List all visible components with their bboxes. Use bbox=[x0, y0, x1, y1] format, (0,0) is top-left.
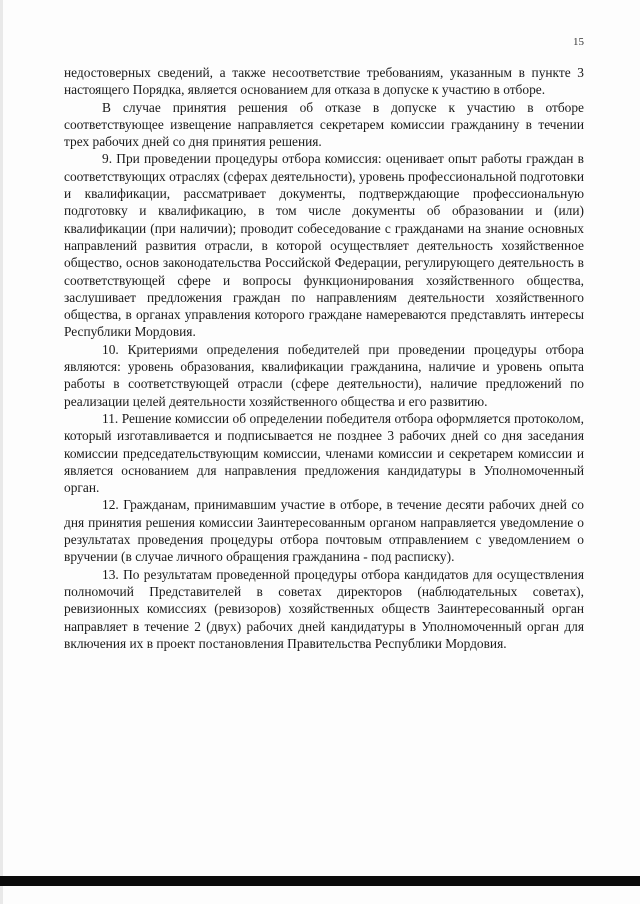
scan-edge-shadow bbox=[0, 0, 3, 904]
paragraph-item-11: 11. Решение комиссии об определении победителя отбора оформляется протоколом, который изготавливается и подписывается не позднее 3 рабочих дней со дня заседания комиссии председательствующим комиссии, членами комиссии и секретарем комиссии и является основанием для направления предложения кандидатуры в Уполномоченный орган. bbox=[64, 410, 584, 496]
page-number: 15 bbox=[573, 36, 584, 48]
paragraph-continuation: недостоверных сведений, а также несоответствие требованиям, указанным в пункте 3 настоящего Порядка, является основанием для отказа в допуске к участию в отборе. bbox=[64, 65, 584, 98]
paragraph-item-10: 10. Критериями определения победителей при проведении процедуры отбора являются: уровень образования, квалификации гражданина, наличие и уровень опыта работы в соответствующей отрасли (сфере деятельности), наличие предложений по реализации целей деятельности хозяйственного общества и его развитию. bbox=[64, 341, 584, 409]
paragraph-item-13: 13. По результатам проведенной процедуры отбора кандидатов для осуществления полномочий Представителей в советах директоров (наблюдательных советах), ревизионных комиссиях (ревизоров) хозяйственных обществ Заинтересованный орган направляет в течение 2 (двух) рабочих дней кандидатуры в Уполномоченный орган для включения их в проект постановления Правительства Республики Мордовия. bbox=[64, 566, 584, 651]
document-body bbox=[64, 64, 584, 652]
paragraph-item-12: 12. Гражданам, принимавшим участие в отборе, в течение десяти рабочих дней со дня принятия решения комиссии Заинтересованным органом направляется уведомление о результатах проведения процедуры отбора почтовым отправлением с уведомлением о вручении (в случае личного обращения гражданина - под расписку). bbox=[64, 497, 584, 565]
paragraph-item-9: 9. При проведении процедуры отбора комиссия: оценивает опыт работы граждан в соответствующих отраслях (сферах деятельности), уровень профессиональной подготовки и квалификации, рассматривает документы, подтверждающие профессиональную подготовку и квалификацию, в том числе документы об образовании и (или) квалификации (при наличии); проводит собеседование с гражданами на знание основных направлений развития отрасли, в которой осуществляет деятельность хозяйственное общество, основ законодательства Российской Федерации, регулирующего деятельность в соответствующей сфере и вопросы функционирования хозяйственного общества, заслушивает предложения граждан по направлениям деятельности хозяйственного общества, в органах управления которого граждане намереваются представлять интересы Республики Мордовия. bbox=[64, 151, 584, 340]
paragraph-refusal-notice: В случае принятия решения об отказе в допуске к участию в отборе соответствующее извещение направляется секретарем комиссии гражданину в течении трех рабочих дней со дня принятия решения. bbox=[64, 99, 584, 150]
scan-bottom-edge bbox=[0, 876, 640, 886]
